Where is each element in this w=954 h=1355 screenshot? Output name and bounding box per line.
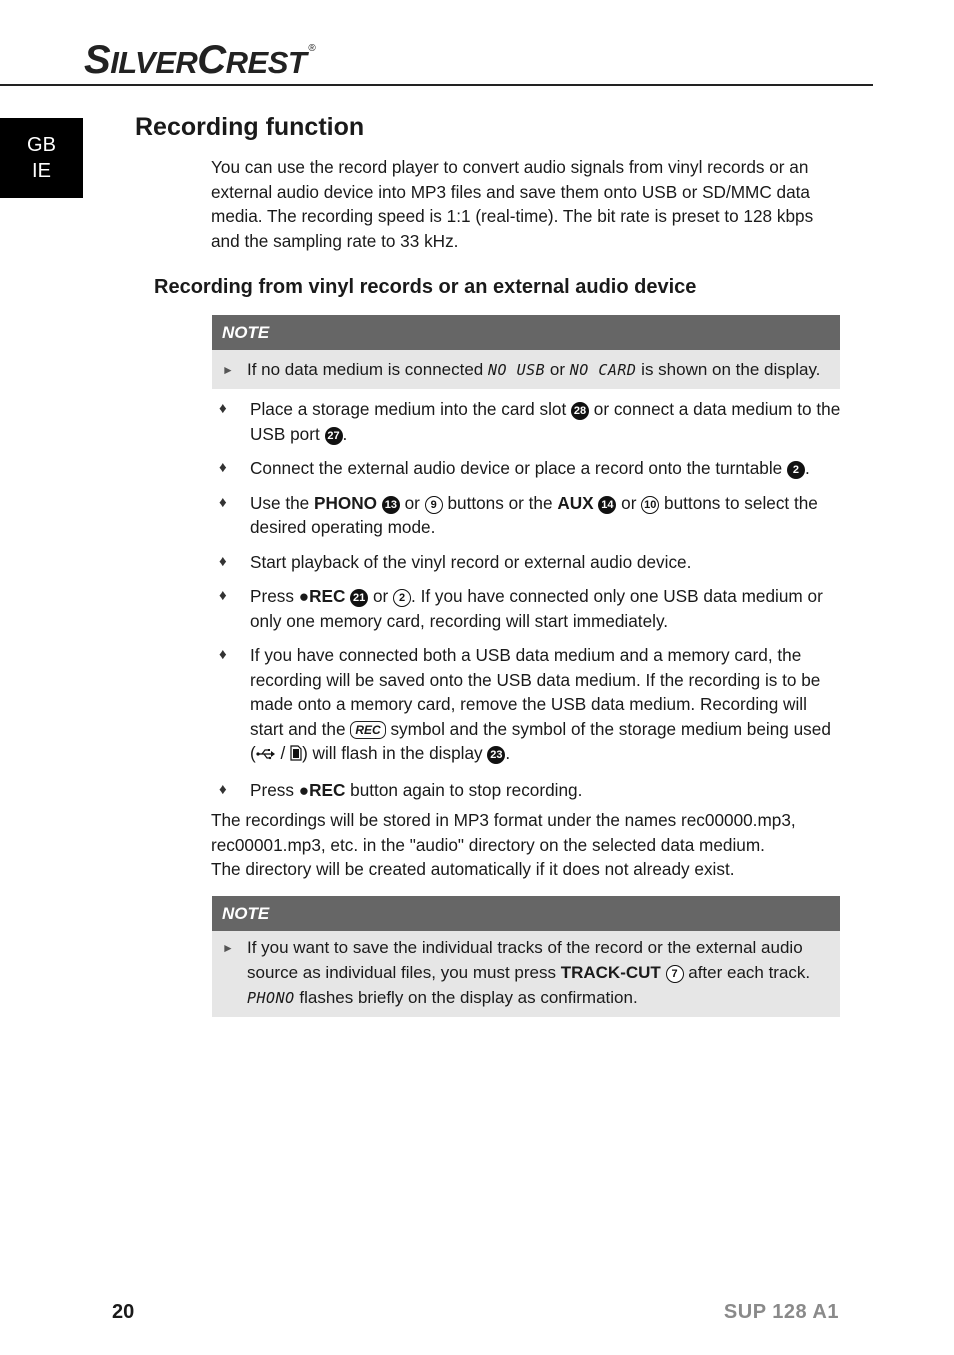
note-text: ► If you want to save the individual tracks of the record or the external audio source as individual files, you must press TRACK-CUT 7 after each track. PHONO flashes briefly on the display as confirmation. (222, 938, 811, 1007)
ref-number: 23 (487, 746, 505, 764)
diamond-bullet-icon: ♦ (219, 780, 227, 798)
ref-number: 13 (382, 496, 400, 514)
diamond-bullet-icon: ♦ (219, 552, 227, 570)
page-number: 20 (112, 1301, 135, 1323)
ref-number: 7 (666, 965, 684, 983)
usb-icon (256, 743, 276, 768)
display-text-no-usb: NO USB (487, 361, 546, 379)
diamond-bullet-icon: ♦ (219, 459, 227, 476)
model-number: SUP 128 A1 (723, 1301, 839, 1323)
list-item: ♦ Place a storage medium into the card slot 28 or connect a data medium to the USB port 27 . (219, 399, 841, 444)
ref-number: 28 (571, 402, 589, 420)
list-item: ♦ Start playback of the vinyl record or external audio device. (211, 550, 841, 575)
button-name-aux: AUX (557, 492, 594, 513)
diamond-bullet-icon: ♦ (219, 646, 227, 663)
list-item: ♦ Use the PHONO 13 or 9 buttons or the AUX 14 or 10 buttons to select the desired operating mode. (219, 492, 818, 537)
list-item: ♦ Press ●REC 21 or 2 . If you have connected only one USB data medium or only one memory card, recording will start immediately. (219, 586, 823, 631)
button-name-phono: PHONO (314, 492, 378, 513)
ref-number: 2 (787, 461, 805, 479)
language-code-ie: IE (32, 160, 51, 182)
triangle-right-icon: ► (222, 941, 234, 955)
note-box-2 (212, 896, 840, 1017)
section-title: Recording function (135, 113, 365, 141)
ref-number: 27 (325, 427, 343, 445)
ref-number: 2 (393, 589, 411, 607)
rec-symbol-icon: REC (350, 721, 385, 739)
note-text: ► If no data medium is connected NO USB or NO CARD is shown on the display. (212, 350, 840, 389)
note-box-1 (212, 315, 840, 389)
note-label: NOTE (212, 896, 840, 931)
intro-paragraph: You can use the record player to convert audio signals from vinyl records or an external audio device into MP3 files and save them onto USB or SD/MMC data media. The recording speed is 1:1 (real-time). The bit rate is preset to 128 kbps and the sampling rate to 33 kHz. (211, 157, 814, 251)
ref-number: 9 (425, 496, 443, 514)
outro-paragraph: The recordings will be stored in MP3 format under the names rec00000.mp3, rec00001.mp3, etc. in the "audio" directory on the selected data medium. The directory will be created automatically if it does not already exist. (211, 810, 796, 879)
display-text-no-card: NO CARD (569, 361, 637, 379)
sd-card-icon (290, 743, 302, 768)
ref-number: 10 (641, 496, 659, 514)
header-rule (0, 84, 873, 86)
button-name-track-cut: TRACK-CUT (560, 963, 661, 982)
button-name-rec: ●REC (298, 779, 346, 800)
button-name-rec: ●REC (298, 586, 346, 606)
brand-logo: SILVERCREST ® (84, 38, 316, 82)
instruction-list (211, 397, 841, 812)
ref-number: 14 (598, 496, 616, 514)
language-tab (0, 118, 83, 198)
language-code-gb: GB (27, 134, 56, 156)
diamond-bullet-icon: ♦ (219, 587, 227, 604)
ref-number: 21 (350, 589, 368, 607)
triangle-right-icon: ► (222, 363, 234, 377)
subsection-title: Recording from vinyl records or an external audio device (154, 276, 697, 298)
diamond-bullet-icon: ♦ (219, 493, 227, 511)
list-item: ♦ Press ●REC button again to stop recording. (211, 778, 841, 803)
diamond-bullet-icon: ♦ (219, 400, 227, 417)
list-item: ♦ If you have connected both a USB data medium and a memory card, the recording will be saved onto the USB data medium. If the recording is to be made onto a memory card, remove the USB data medium. Recording will start and the REC symbol and the symbol of the storage medium being used ( / ) will flash in the display 23 . (211, 643, 841, 768)
display-text-phono: PHONO (247, 989, 295, 1007)
list-item: ♦ Connect the external audio device or place a record onto the turntable 2 . (211, 456, 841, 481)
note-label: NOTE (212, 315, 840, 350)
